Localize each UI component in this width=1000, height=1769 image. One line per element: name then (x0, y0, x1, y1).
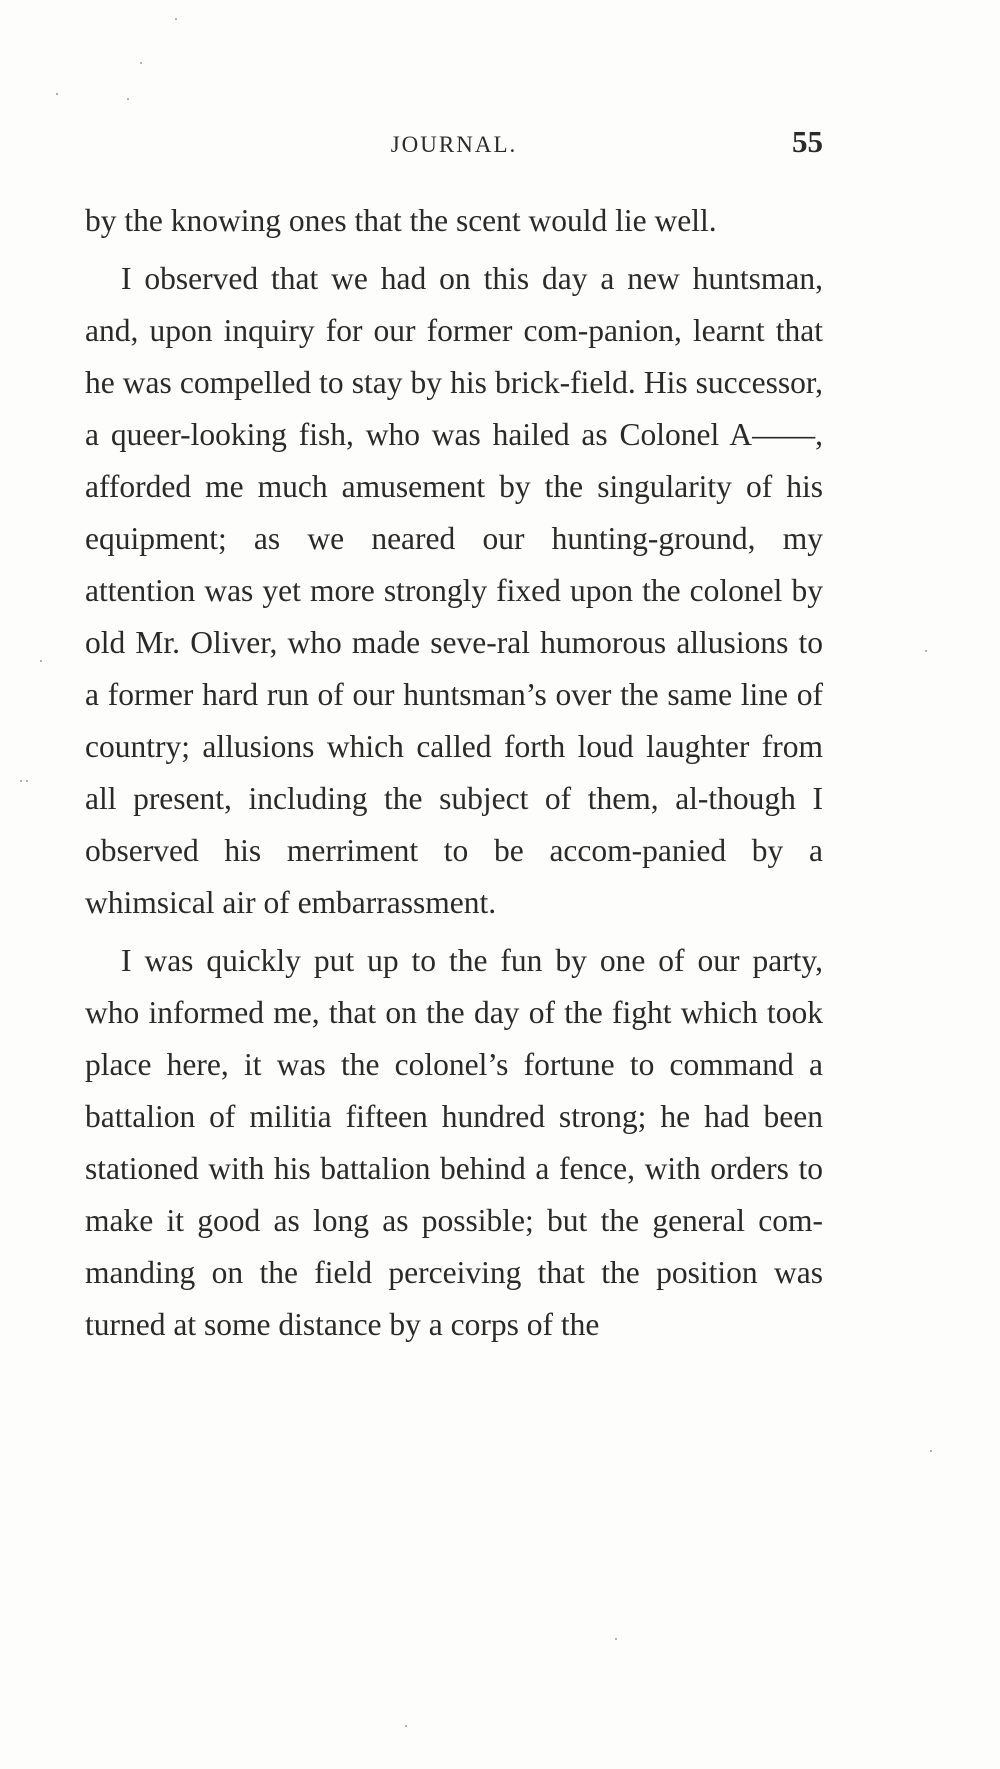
paper-speck (925, 650, 927, 652)
paper-speck (140, 62, 142, 64)
paper-speck (26, 780, 28, 782)
paper-speck (615, 1638, 617, 1640)
body-text (85, 195, 823, 1357)
paper-speck (40, 660, 42, 662)
paragraph-continuation: by the knowing ones that the scent would lie well. (85, 203, 717, 238)
running-head (85, 118, 823, 168)
paragraph-colonel-story: I was quickly put up to the fun by one of our party, who informed me, that on the day of the fight which took place here, it was the colonel’s fortune to command a battalion of militia fifteen hundred strong; he had been stationed with his battalion behind a fence, with orders to make it good as long as possible; but the general com-manding on the field perceiving that the position was turned at some distance by a corps of the (85, 943, 823, 1342)
paper-speck (930, 1450, 932, 1452)
paper-speck (127, 98, 129, 100)
running-title: JOURNAL. (390, 132, 518, 157)
paragraph-new-huntsman: I observed that we had on this day a new huntsman, and, upon inquiry for our former com-panion, learnt that he was compelled to stay by his brick-field. His successor, a queer-looking fish, who was hailed as Colonel A——, afforded me much amusement by the singularity of his equipment; as we neared our hunting-ground, my attention was yet more strongly fixed upon the colonel by old Mr. Oliver, who made seve-ral humorous allusions to a former hard run of our huntsman’s over the same line of country; allusions which called forth loud laughter from all present, including the subject of them, al-though I observed his merriment to be accom-panied by a whimsical air of embarrassment. (85, 261, 823, 920)
paper-speck (20, 780, 22, 782)
paper-speck (56, 93, 58, 95)
paper-speck (405, 1725, 407, 1727)
paper-speck (175, 18, 177, 20)
page-number: 55 (792, 124, 823, 159)
